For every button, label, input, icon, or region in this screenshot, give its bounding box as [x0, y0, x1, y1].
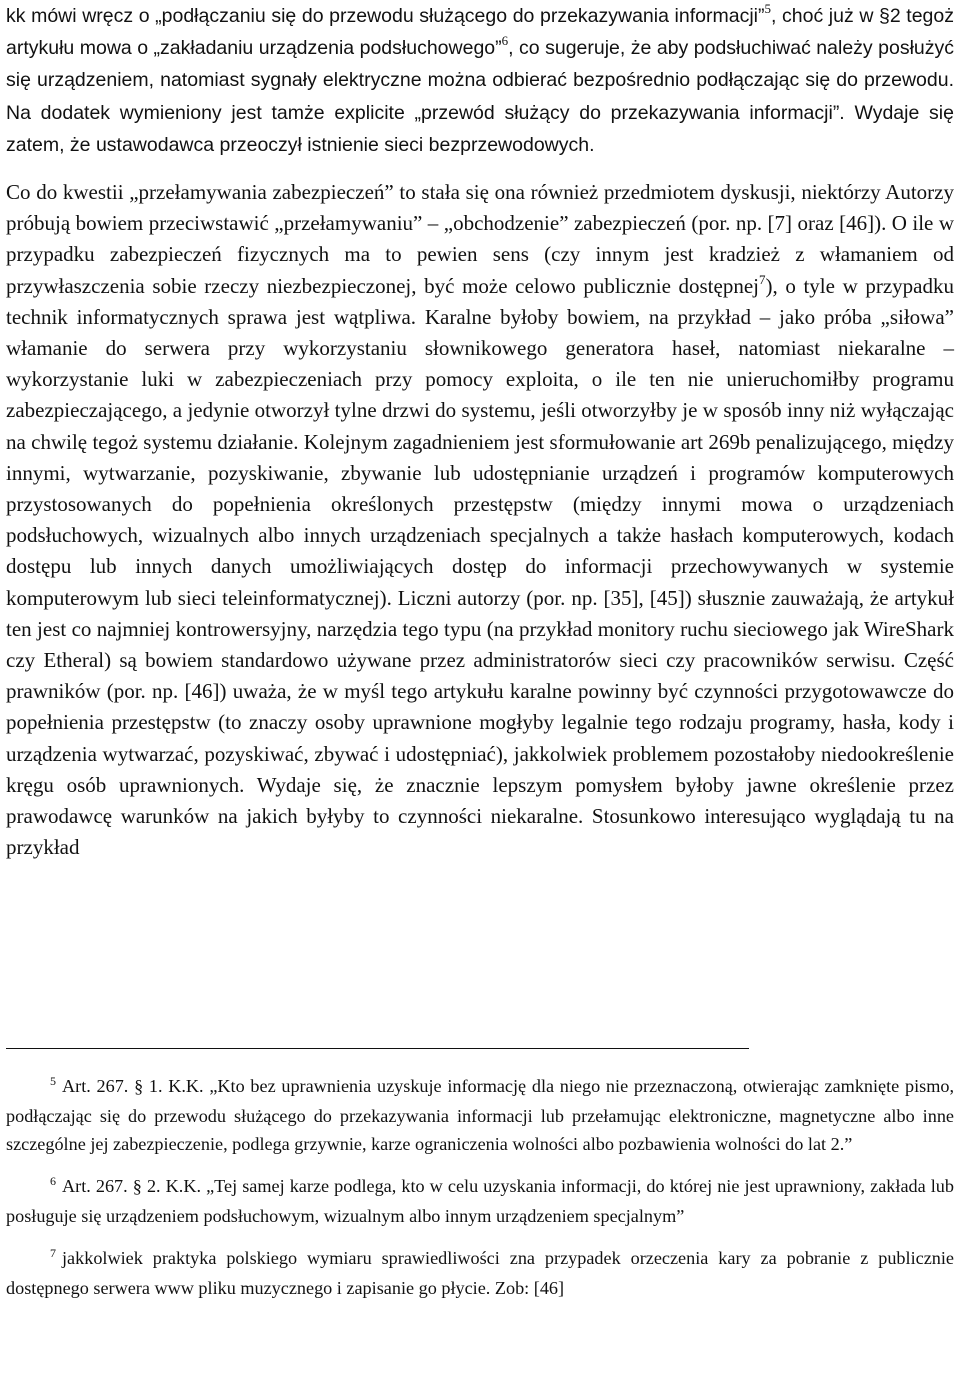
- paragraph-text: , co sugeruje, że aby podsłuchiwać należy posłużyć się urządzeniem, natomiast sygnały elektryczne można odbierać bezpośrednio podłączając się do przewodu. Na dodatek wymieniony jest tamże explicite „przewód służący do przekazywania informacji”. Wydaje się zatem, że ustawodawca przeoczył istnienie sieci bezprzewodowych.: [6, 37, 954, 156]
- body-paragraph-2: [6, 177, 954, 863]
- footnote-number: 5: [50, 1074, 56, 1088]
- footnote-number: 6: [50, 1174, 56, 1188]
- footnote-ref-5: 5: [764, 1, 771, 16]
- footnotes-section: [6, 1072, 954, 1316]
- document-page: [6, 0, 954, 863]
- paragraph-text: Co do kwestii „przełamywania zabezpieczeń” to stała się ona również przedmiotem dyskusji, niektórzy Autorzy próbują bowiem przeciwstawić „przełamywaniu” – „obchodzenie” zabezpieczeń (por. np. [7] oraz [46]). O ile w przypadku zabezpieczeń fizycznych ma to pewien sens (czy innym jest kradzież z włamaniem od przywłaszczenia sobie rzeczy niezbezpieczonej, być może celowo publicznie dostępnej: [6, 180, 954, 298]
- footnote-7: [6, 1244, 954, 1302]
- footnote-5: [6, 1072, 954, 1158]
- paragraph-lead-text: kk mówi wręcz o „podłączaniu się do przewodu służącego do przekazywania informacji”: [6, 5, 765, 27]
- footnote-ref-6: 6: [501, 33, 509, 49]
- footnote-ref-7: 7: [758, 271, 766, 287]
- paragraph-text: ), o tyle w przypadku technik informatycznych sprawa jest wątpliwa. Karalne byłoby bowiem, na przykład – jako próba „siłowa” włamanie do serwera przy wykorzystaniu słownikowego generatora haseł, natomiast niekaralne – wykorzystanie luki w zabezpieczeniach przy pomocy exploita, o ile ten nie unieruchomiłby programu zabezpieczającego, a jedynie otworzył tylne drzwi do systemu, jeśli otworzyłby je w sposób inny niż wyłączając na chwilę tegoż systemu działanie. Kolejnym zagadnieniem jest sformułowanie art 269b penalizującego, między innymi, wytwarzanie, pozyskiwanie, zbywanie lub udostępnianie urządzeń i programów komputerowych przystosowanych do popełnienia określonych przestępstw (między innymi mowa o urządzeniach podsłuchowych, wizualnych albo innych urządzeniach specjalnych a także hasłach komputerowych, kodach dostępu lub innych danych umożliwiających dostęp do informacji przechowywanych w systemie komputerowym lub sieci teleinformatycznej). Liczni autorzy (por. np. [35], [45]) słusznie zauważają, że artykuł ten jest co najmniej kontrowersyjny, narzędzia tego typu (na przykład monitory ruchu sieciowego jak WireShark czy Etheral) są bowiem standardowo używane przez administratorów sieci czy pracowników serwisu. Część prawników (por. np. [46]) uważa, że w myśl tego artykułu karalne powinny być czynności przygotowawcze do popełnienia przestępstw (to znaczy osoby uprawnione mogłyby legalnie tego rodzaju programy, hasła, kody i urządzenia wytwarzać, pozyskiwać, zbywać i udostępniać), jakkolwiek problemem pozostałoby niedookreślenie kręgu osób uprawnionych. Wydaje się, że znacznie lepszym pomysłem byłoby jawne określenie przez prawodawcę warunków na jakich byłyby to czynności niekaralne. Stosunkowo interesująco wyglądają tu na przykład: [6, 273, 954, 860]
- footnote-text: Art. 267. § 2. K.K. „Tej samej karze podlega, kto w celu uzyskania informacji, do której nie jest uprawniony, zakłada lub posługuje się urządzeniem podsłuchowym, wizualnym albo innym urządzeniem specjalnym”: [6, 1176, 954, 1226]
- footnote-text: jakkolwiek praktyka polskiego wymiaru sprawiedliwości zna przypadek orzeczenia kary za pobranie z publicznie dostępnego serwera www pliku muzycznego i zapisanie go płycie. Zob: [46]: [6, 1248, 954, 1298]
- footnote-text: Art. 267. § 1. K.K. „Kto bez uprawnienia uzyskuje informację dla niego nie przeznaczoną, otwierając zamknięte pismo, podłączając się do przewodu służącego do przekazywania informacji lub przełamując elektroniczne, magnetyczne albo inne szczególne jej zabezpieczenie, podlega grzywnie, karze ograniczenia wolności albo pozbawienia wolności do lat 2.”: [6, 1076, 954, 1154]
- body-paragraph-1: [6, 0, 954, 161]
- footnote-separator: [6, 1048, 749, 1049]
- paragraph-text: , choć już w §2 tegoż artykułu mowa o „zakładaniu urządzenia podsłuchowego”: [6, 5, 954, 60]
- footnote-number: 7: [50, 1246, 56, 1260]
- footnote-6: [6, 1172, 954, 1230]
